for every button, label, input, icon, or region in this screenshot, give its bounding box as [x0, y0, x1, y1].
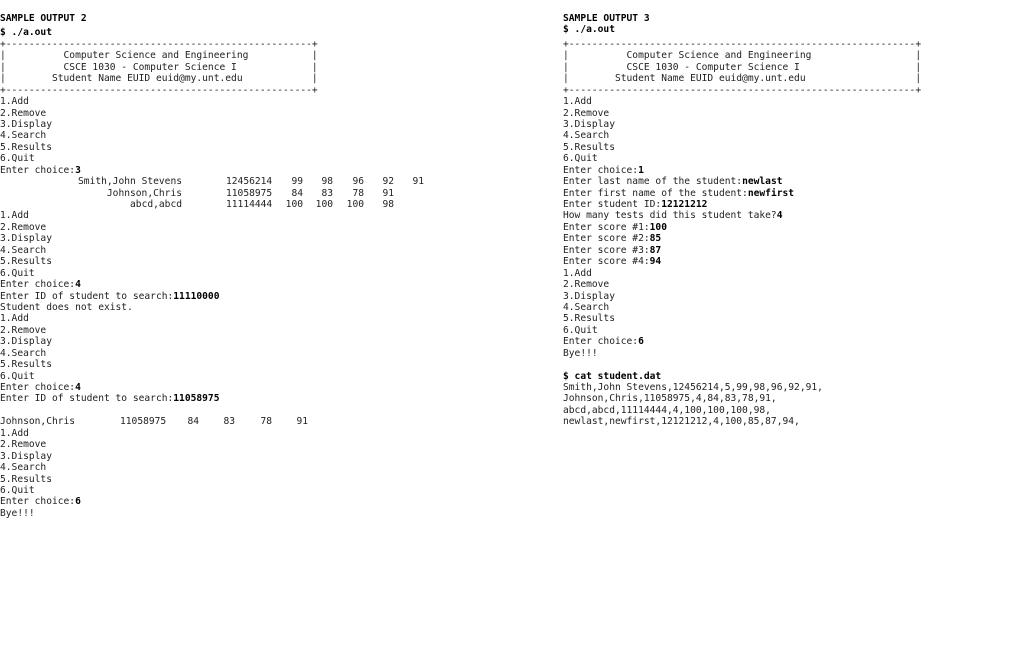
student-id: 11058975 — [226, 187, 273, 199]
choice-prompt: Enter choice:3 — [0, 164, 81, 176]
student-id-prompt: Enter student ID:12121212 — [563, 199, 708, 210]
score-prompt: Enter score #3:87 — [563, 244, 662, 256]
score: 98 — [382, 199, 394, 210]
user-input: 11058975 — [173, 393, 220, 405]
student-name: Smith,John Stevens — [78, 176, 182, 188]
student-name: Johnson,Chris — [0, 416, 76, 428]
table-row — [0, 188, 540, 199]
score: 84 — [187, 416, 199, 428]
score: 99 — [291, 176, 303, 188]
section-title: SAMPLE OUTPUT 3 — [563, 13, 650, 24]
menu — [0, 210, 540, 279]
student-name: abcd,abcd — [130, 199, 182, 210]
student-id: 12456214 — [226, 176, 273, 188]
menu-item: 3.Display — [0, 336, 52, 348]
banner-border-top: +-----------------------------------------------------+ — [0, 38, 318, 50]
score: 92 — [382, 176, 394, 188]
student-dat-file — [563, 382, 1024, 428]
score: 91 — [382, 187, 394, 199]
banner-line-3: | Student Name EUID euid@my.unt.edu | — [563, 73, 922, 85]
score: 91 — [296, 416, 308, 428]
score: 100 — [346, 199, 364, 210]
menu-item: 5.Results — [0, 141, 52, 153]
menu-item: 4.Search — [0, 130, 47, 142]
menu-item: 3.Display — [563, 118, 615, 130]
menu-item: 2.Remove — [0, 324, 47, 336]
user-input: 85 — [649, 233, 662, 245]
program-banner — [0, 39, 540, 96]
choice-prompt: Enter choice:4 — [0, 279, 81, 291]
score: 100 — [285, 199, 303, 210]
banner-line-1: | Computer Science and Engineering | — [0, 50, 318, 62]
score: 78 — [352, 187, 364, 199]
user-input: 94 — [649, 256, 662, 268]
menu-item: 2.Remove — [563, 107, 610, 119]
program-banner — [563, 39, 1024, 96]
search-result-row — [0, 416, 540, 427]
menu-item: 4.Search — [0, 244, 47, 256]
menu-item: 3.Display — [563, 290, 615, 302]
menu-item: 4.Search — [563, 130, 610, 142]
menu-item: 2.Remove — [563, 279, 610, 291]
menu-item: 3.Display — [0, 118, 52, 130]
score: 78 — [260, 416, 272, 428]
table-row — [0, 199, 540, 210]
banner-line-2: | CSCE 1030 - Computer Science I | — [563, 61, 922, 73]
user-input: 11110000 — [173, 290, 220, 302]
menu-item: 6.Quit — [0, 370, 35, 382]
menu-item: 1.Add — [563, 96, 592, 108]
menu-item: 6.Quit — [563, 324, 598, 336]
menu-item: 4.Search — [563, 301, 610, 313]
score: 96 — [352, 176, 364, 188]
student-table — [0, 176, 540, 210]
banner-border-top: +------------------------------------------------------------+ — [563, 38, 922, 50]
exit-message: Bye!!! — [563, 347, 598, 359]
user-input: 4 — [75, 279, 81, 291]
menu-item: 6.Quit — [563, 153, 598, 165]
user-input: 1 — [638, 164, 644, 176]
choice-prompt: Enter choice:6 — [563, 336, 644, 348]
sample-output-2 — [0, 13, 540, 519]
user-input: 12121212 — [661, 199, 708, 210]
student-id: 11058975 — [120, 416, 167, 428]
search-prompt: Enter ID of student to search:11110000 — [0, 290, 220, 302]
menu-item: 6.Quit — [0, 484, 35, 496]
score: 91 — [412, 176, 424, 188]
last-name-prompt: Enter last name of the student:newlast — [563, 176, 783, 188]
menu-item: 2.Remove — [0, 221, 47, 233]
sample-output-3 — [563, 13, 1024, 428]
score-prompt: Enter score #4:94 — [563, 256, 662, 268]
table-row — [0, 176, 540, 187]
menu-item: 4.Search — [0, 462, 47, 474]
student-name: Johnson,Chris — [106, 187, 182, 199]
menu — [563, 96, 1024, 165]
user-input: 6 — [638, 336, 644, 348]
menu-item: 1.Add — [563, 267, 592, 279]
search-prompt: Enter ID of student to search:11058975 — [0, 393, 220, 405]
menu-item: 5.Results — [0, 256, 52, 268]
dat-line: newlast,newfirst,12121212,4,100,85,87,94, — [563, 416, 800, 428]
banner-line-2: | CSCE 1030 - Computer Science I | — [0, 61, 318, 73]
banner-border-bottom: +------------------------------------------------------------+ — [563, 84, 922, 96]
choice-prompt: Enter choice:6 — [0, 496, 81, 508]
choice-prompt: Enter choice:4 — [0, 382, 81, 393]
dat-line: Smith,John Stevens,12456214,5,99,98,96,92,91, — [563, 382, 823, 393]
menu-item: 5.Results — [563, 313, 615, 325]
score: 83 — [223, 416, 235, 428]
menu-item: 2.Remove — [0, 107, 47, 119]
menu-item: 3.Display — [0, 233, 52, 245]
user-input: 6 — [75, 496, 81, 508]
tests-count-prompt: How many tests did this student take?4 — [563, 210, 783, 222]
dat-line: Johnson,Chris,11058975,4,84,83,78,91, — [563, 393, 777, 405]
menu-item: 1.Add — [0, 210, 29, 222]
choice-prompt: Enter choice:1 — [563, 164, 644, 176]
menu-item: 5.Results — [0, 359, 52, 371]
student-id: 11114444 — [226, 199, 273, 210]
user-input: 87 — [649, 244, 662, 256]
section-title: SAMPLE OUTPUT 2 — [0, 13, 87, 24]
cat-command: $ cat student.dat — [563, 370, 662, 382]
banner-border-bottom: +-----------------------------------------------------+ — [0, 84, 318, 96]
not-found-message: Student does not exist. — [0, 301, 133, 313]
banner-line-3: | Student Name EUID euid@my.unt.edu | — [0, 73, 318, 85]
user-input: 3 — [75, 164, 81, 176]
score-prompt: Enter score #1:100 — [563, 221, 667, 233]
score-prompt: Enter score #2:85 — [563, 233, 662, 245]
menu-item: 6.Quit — [0, 153, 35, 165]
user-input: 4 — [776, 210, 783, 222]
menu-item: 5.Results — [0, 473, 52, 485]
menu — [0, 96, 540, 165]
menu-item: 3.Display — [0, 450, 52, 462]
menu-item: 4.Search — [0, 347, 47, 359]
first-name-prompt: Enter first name of the student:newfirst — [563, 187, 795, 199]
run-command: $ ./a.out — [0, 27, 52, 39]
menu-item: 1.Add — [0, 96, 29, 108]
menu — [0, 428, 540, 497]
run-command: $ ./a.out — [563, 24, 615, 36]
exit-message: Bye!!! — [0, 507, 35, 519]
menu-item: 1.Add — [0, 427, 29, 439]
menu-item: 5.Results — [563, 141, 615, 153]
menu-item: 2.Remove — [0, 439, 47, 451]
banner-line-1: | Computer Science and Engineering | — [563, 50, 922, 62]
user-input: 100 — [649, 221, 667, 233]
score: 83 — [321, 187, 333, 199]
score: 84 — [291, 187, 303, 199]
menu — [563, 268, 1024, 337]
menu — [0, 313, 540, 382]
user-input: 4 — [75, 382, 81, 393]
user-input: newfirst — [747, 187, 795, 199]
score: 98 — [321, 176, 333, 188]
score: 100 — [315, 199, 333, 210]
menu-item: 6.Quit — [0, 267, 35, 279]
menu-item: 1.Add — [0, 313, 29, 325]
dat-line: abcd,abcd,11114444,4,100,100,100,98, — [563, 404, 771, 416]
user-input: newlast — [742, 176, 783, 188]
